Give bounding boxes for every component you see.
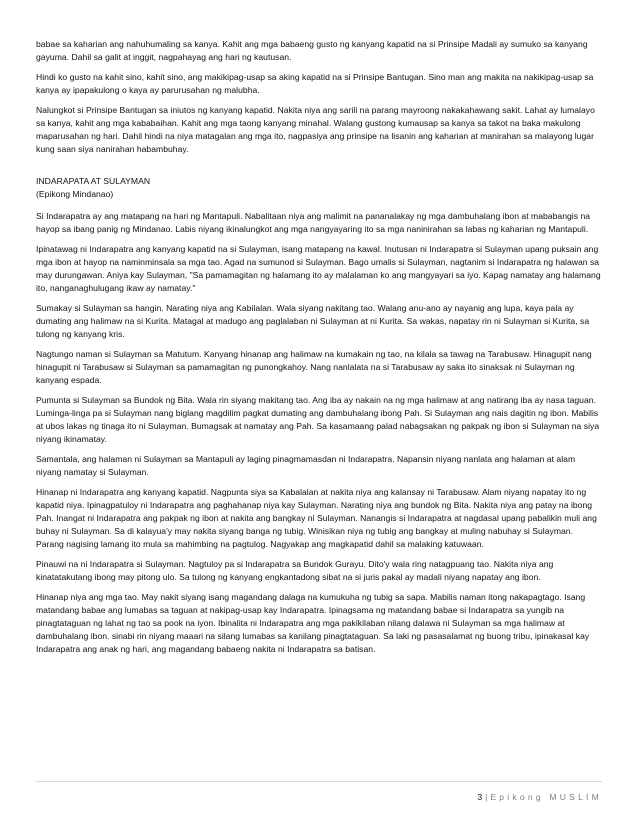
footer-separator: |	[485, 792, 488, 802]
paragraph: babae sa kaharian ang nahuhumaling sa kanya. Kahit ang mga babaeng gusto ng kanyang kapatid na si Prinsipe Madali ay sumuko sa kanyang gayuma. Dahil sa galit at inggit, nagpahayag ang hari ng kautusan.	[36, 39, 588, 62]
paragraph: Hinanap niya ang mga tao. May nakit siyang isang magandang dalaga na kumukuha ng tubig sa sapa. Mabilis naman itong nakapagtago. Isang matandang babae ang lumabas sa taguan at nakipag-usap kay Indarapatra. Ipinagsama ng matandang babae si Indarapatra sa yungib na pinagtataguan ng lahat ng tao sa pook na iyon. Ibinalita ni Indarapatra ang mga pakikilaban nilang dalawa ni Sulayman sa mga halimaw at dambuhalang ibon. sinabi rin niyang maaari na silang lumabas sa kanilang pinagtataguan. Sa laki ng pasasalamat ng buong tribu, ipinakasal kay Indarapatra ang anak ng hari, ang magandang babaeng nakita ni Indarapatra sa batisan.	[36, 592, 590, 654]
section-title: INDARAPATA AT SULAYMAN	[36, 176, 151, 186]
footer-divider	[36, 781, 602, 782]
document-body	[36, 38, 602, 663]
paragraph: Sumakay si Sulayman sa hangin. Narating niya ang Kabilalan. Wala siyang nakitang tao. Walang anu-ano ay nayanig ang lupa, kaya pala ay dumating ang halimaw na si Kurita. Matagal at madugo ang paglalaban ni Sulayman at ni Kurita. Sa wakas, napatay rin ni Sulayman si Kurita, sa tulong ng kanyang kris.	[36, 303, 590, 339]
section-spacer	[36, 163, 602, 175]
paragraph: Ipinatawag ni Indarapatra ang kanyang kapatid na si Sulayman, isang matapang na kawal. Inutusan ni Indarapatra si Sulayman upang puksain ang mga ibon at hayop na naminminsala sa mga tao. Agad na sumunod si Sulayman. Bago umalis si Sulayman, nagtanim si Indarapatra ng halawan sa may durungawan. Aniya kay Sulayman, "Sa pamamagitan ng halamang ito ay malalaman ko ang mangyayari sa iyo. Kapag namatay ang halamang ito, nanganaghulugang ikaw ay namatay."	[36, 244, 601, 293]
paragraph: Si Indarapatra ay ang matapang na hari ng Mantapuli. Nabalitaan niya ang malimit na pananalakay ng mga dambuhalang ibon at mababangis na hayop sa ibang panig ng Mindanao. Labis niyang ikinalungkot ang mga nangyayaring ito sa mga naninirahan sa labas ng kaharian ng Mantapuli.	[36, 211, 591, 234]
section-subtitle: (Epikong Mindanao)	[36, 189, 114, 199]
paragraph: Pinauwi na ni Indarapatra si Sulayman. Nagtuloy pa si Indarapatra sa Bundok Gurayu. Dito'y wala ring natagpuang tao. Nakita niya ang kinatatakutang ibong may pitong ulo. Sa tulong ng kanyang engkantadong sibat na si juris pakal ay madali niyang napatay ang ibon.	[36, 559, 554, 582]
page-number: 3	[477, 792, 483, 802]
paragraph: Pumunta si Sulayman sa Bundok ng Bita. Wala rin siyang makitang tao. Ang iba ay nakain na ng mga halimaw at ang natirang iba ay nasa taguan. Luminga-linga pa si Sulayman nang biglang magdilim pagkat dumating ang dambuhalang ibong Pah. Si Sulayman ang nais dagitin ng ibon. Mabilis at ubos lakas ng tinaga ito ni Sulayman. Bumagsak at namatay ang Pah. Sa kasamaang palad nabagsakan ng pakpak ng ibon si Sulayman na siya niyang ikinamatay.	[36, 395, 600, 444]
paragraph: Nagtungo naman si Sulayman sa Matutum. Kanyang hinanap ang halimaw na kumakain ng tao, na kilala sa tawag na Tarabusaw. Hinagupit nang hinagupit ni Tarabusaw si Sulayman sa pamamagitan ng punongkahoy. Nang nanlalata na si Tarabusaw ay saka ito sinaksak ni Sulayman ng kanyang espada.	[36, 349, 592, 385]
paragraph: Hinanap ni Indarapatra ang kanyang kapatid. Nagpunta siya sa Kabalalan at nakita niya ang kalansay ni Tarabusaw. Alam niyang napatay ito ng kapatid niya. Ipinagpatuloy ni Indarapatra ang paghahanap niya kay Sulayman. Narating niya ang bundok ng Bita. Nakita niya ang patay na ibong Pah. Inangat ni Indarapatra ang pakpak ng ibon at nakita ang bangkay ni Sulayman. Nanangis si Indarapatra at nagdasal upang pabalikin muli ang buhay ni Sulayman. Sa di kalayua'y may nakita siyang banga ng tubig. Winisikan niya ng tubig ang bangkay at muling nabuhay si Sulayman. Parang nagising lamang ito mula sa mahimbing na pagtulog. Nagyakap ang magkapatid dahil sa malaking katuwaan.	[36, 487, 597, 549]
page-footer	[477, 792, 602, 802]
paragraph: Nalungkot si Prinsipe Bantugan sa iniutos ng kanyang kapatid. Nakita niya ang sarili na parang mayroong nakakahawang sakit. Lahat ay lumalayo sa kanya, kahit ang mga kababaihan. Kahit ang mga taong kanyang minahal. Walang gustong kumausap sa kanya sa takot na baka makulong maparusahan ng hari. Dahil hindi na niya matagalan ang mga ito, nagpasiya ang prinsipe na lisanin ang kaharian at manirahan sa malayong lugar kung saan siya nanirahan habambuhay.	[36, 105, 595, 154]
paragraph: Samantala, ang halaman ni Sulayman sa Mantapuli ay laging pinagmamasdan ni Indarapatra. Napansin niyang nanlata ang halaman at alam niyang namatay si Sulayman.	[36, 454, 576, 477]
paragraph: Hindi ko gusto na kahit sino, kahit sino, ang makikipag-usap sa aking kapatid na si Prinsipe Bantugan. Sino man ang makita na nakikipag-usap sa kanya ay ipapakulong o kaya ay parurusahan ng malubha.	[36, 72, 594, 95]
footer-label: Epikong MUSLIM	[490, 792, 602, 802]
